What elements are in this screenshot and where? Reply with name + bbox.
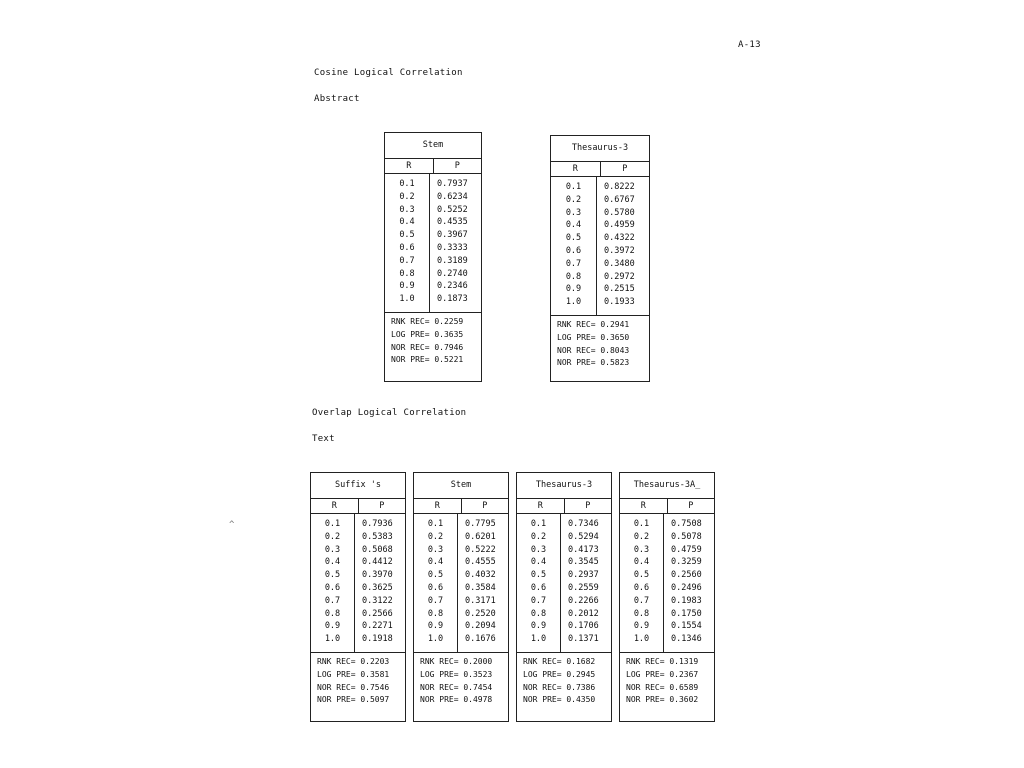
recall-cell: 0.8: [530, 608, 547, 619]
recall-cell: 0.1: [530, 519, 547, 529]
recall-cell: 0.5: [324, 570, 341, 581]
recall-cell: 0.3: [565, 207, 582, 218]
precision-cell: 0.8222: [604, 182, 635, 192]
precision-cell: 0.2740: [437, 268, 468, 279]
precision-cell: 0.3584: [465, 582, 496, 593]
summary-line: NOR PRE= 0.5097: [317, 695, 390, 705]
recall-cell: 1.0: [530, 634, 547, 645]
recall-cell: 0.7: [530, 595, 547, 606]
results-table-overlap-thesaurus-3a: [619, 472, 715, 722]
recall-cell: 0.2: [530, 531, 547, 542]
column-header-p: P: [688, 500, 694, 511]
column-header-p: P: [379, 500, 385, 511]
table-body: [517, 514, 611, 653]
recall-cell: 0.4: [530, 557, 547, 568]
precision-cell: 0.4173: [568, 544, 599, 555]
results-table-cosine-stem: [384, 132, 482, 382]
recall-cell: 0.4: [399, 217, 415, 228]
recall-cell: 0.8: [565, 271, 582, 282]
column-header-p: P: [585, 500, 591, 511]
precision-column: [561, 514, 611, 652]
recall-cell: 0.6: [324, 582, 341, 593]
precision-cell: 0.2559: [568, 582, 599, 593]
summary-line: RNK REC= 0.2000: [420, 656, 493, 666]
summary-line: LOG PRE= 0.3650: [557, 332, 630, 342]
precision-cell: 0.6234: [437, 191, 468, 202]
precision-cell: 0.3970: [362, 570, 393, 581]
column-header-r: R: [311, 499, 359, 513]
precision-cell: 0.4032: [465, 570, 496, 581]
recall-column: [551, 177, 597, 315]
precision-cell: 0.2937: [568, 570, 599, 581]
recall-cell: 0.4: [324, 557, 341, 568]
recall-cell: 0.1: [324, 519, 341, 529]
recall-cell: 0.1: [633, 519, 650, 529]
summary-line: NOR REC= 0.7386: [523, 682, 596, 692]
precision-cell: 0.5383: [362, 531, 393, 542]
precision-cell: 0.1933: [604, 297, 635, 308]
column-header-row: [414, 499, 508, 514]
precision-cell: 0.1371: [568, 634, 599, 645]
recall-cell: 0.7: [565, 258, 582, 269]
precision-cell: 0.7937: [437, 179, 468, 189]
section-title-cosine: Cosine Logical Correlation: [314, 68, 463, 78]
precision-cell: 0.1346: [671, 634, 702, 645]
recall-cell: 0.8: [399, 268, 415, 279]
recall-cell: 0.3: [633, 544, 650, 555]
precision-cell: 0.3967: [437, 230, 468, 241]
recall-cell: 0.9: [399, 281, 415, 292]
precision-cell: 0.2515: [604, 284, 635, 295]
precision-column: [597, 177, 649, 315]
recall-cell: 0.2: [427, 531, 444, 542]
precision-cell: 0.2520: [465, 608, 496, 619]
precision-column: [458, 514, 508, 652]
summary-line: LOG PRE= 0.3523: [420, 669, 493, 679]
precision-cell: 0.2012: [568, 608, 599, 619]
column-header-r: R: [385, 159, 434, 173]
precision-cell: 0.5222: [465, 544, 496, 555]
recall-cell: 0.1: [427, 519, 444, 529]
recall-cell: 1.0: [633, 634, 650, 645]
recall-cell: 0.6: [565, 245, 582, 256]
column-header-row: [311, 499, 405, 514]
column-header-p: P: [622, 163, 628, 174]
recall-cell: 1.0: [399, 294, 415, 305]
precision-cell: 0.2972: [604, 271, 635, 282]
recall-cell: 0.7: [427, 595, 444, 606]
precision-cell: 0.2560: [671, 570, 702, 581]
summary-line: LOG PRE= 0.3581: [317, 669, 390, 679]
precision-cell: 0.2094: [465, 621, 496, 632]
recall-cell: 0.2: [633, 531, 650, 542]
summary-block: [414, 653, 508, 711]
recall-cell: 0.2: [565, 194, 582, 205]
summary-line: NOR REC= 0.7546: [317, 682, 390, 692]
precision-cell: 0.3972: [604, 245, 635, 256]
summary-line: LOG PRE= 0.2945: [523, 669, 596, 679]
recall-cell: 0.4: [565, 220, 582, 231]
precision-cell: 0.5068: [362, 544, 393, 555]
summary-line: NOR PRE= 0.4350: [523, 695, 596, 705]
precision-cell: 0.5780: [604, 207, 635, 218]
section-subtitle-text: Text: [312, 434, 335, 444]
recall-cell: 0.3: [324, 544, 341, 555]
column-header-row: [620, 499, 714, 514]
table-title: Thesaurus-3: [517, 473, 611, 499]
summary-line: NOR PRE= 0.3602: [626, 695, 699, 705]
precision-cell: 0.7346: [568, 519, 599, 529]
summary-block: [551, 316, 649, 374]
precision-cell: 0.1983: [671, 595, 702, 606]
precision-cell: 0.4535: [437, 217, 468, 228]
precision-cell: 0.2346: [437, 281, 468, 292]
summary-block: [620, 653, 714, 711]
recall-cell: 0.9: [427, 621, 444, 632]
recall-cell: 0.3: [530, 544, 547, 555]
precision-cell: 0.4555: [465, 557, 496, 568]
recall-cell: 0.7: [399, 255, 415, 266]
precision-cell: 0.1750: [671, 608, 702, 619]
recall-cell: 0.3: [399, 204, 415, 215]
column-header-p: P: [482, 500, 488, 511]
precision-cell: 0.2266: [568, 595, 599, 606]
section-subtitle-abstract: Abstract: [314, 94, 360, 104]
recall-cell: 0.1: [565, 182, 582, 192]
precision-cell: 0.3480: [604, 258, 635, 269]
recall-cell: 0.9: [565, 284, 582, 295]
summary-line: NOR PRE= 0.4978: [420, 695, 493, 705]
column-header-r: R: [551, 162, 601, 176]
table-title: Stem: [414, 473, 508, 499]
section-title-overlap: Overlap Logical Correlation: [312, 408, 467, 418]
recall-cell: 1.0: [324, 634, 341, 645]
table-body: [311, 514, 405, 653]
precision-cell: 0.1554: [671, 621, 702, 632]
results-table-overlap-suffix: [310, 472, 406, 722]
precision-cell: 0.2496: [671, 582, 702, 593]
recall-cell: 0.9: [530, 621, 547, 632]
table-body: [620, 514, 714, 653]
recall-cell: 0.7: [324, 595, 341, 606]
column-header-r: R: [517, 499, 565, 513]
precision-cell: 0.1706: [568, 621, 599, 632]
recall-cell: 0.1: [399, 179, 415, 189]
summary-block: [385, 313, 481, 371]
precision-cell: 0.7795: [465, 519, 496, 529]
recall-cell: 0.7: [633, 595, 650, 606]
recall-cell: 0.6: [633, 582, 650, 593]
results-table-cosine-thesaurus: [550, 135, 650, 382]
summary-block: [517, 653, 611, 711]
recall-cell: 0.9: [633, 621, 650, 632]
recall-cell: 0.5: [399, 230, 415, 241]
column-header-r: R: [414, 499, 462, 513]
table-body: [385, 174, 481, 313]
recall-cell: 0.8: [633, 608, 650, 619]
table-title: Thesaurus-3: [551, 136, 649, 162]
summary-line: RNK REC= 0.2259: [391, 316, 464, 326]
summary-line: NOR REC= 0.7946: [391, 342, 464, 352]
precision-cell: 0.3171: [465, 595, 496, 606]
recall-cell: 0.6: [399, 242, 415, 253]
summary-line: RNK REC= 0.1319: [626, 656, 699, 666]
precision-cell: 0.4322: [604, 233, 635, 244]
precision-cell: 0.3259: [671, 557, 702, 568]
precision-cell: 0.1873: [437, 294, 468, 305]
table-body: [414, 514, 508, 653]
precision-cell: 0.2566: [362, 608, 393, 619]
precision-cell: 0.1676: [465, 634, 496, 645]
summary-line: LOG PRE= 0.2367: [626, 669, 699, 679]
recall-cell: 0.6: [427, 582, 444, 593]
precision-column: [430, 174, 481, 312]
results-table-overlap-thesaurus: [516, 472, 612, 722]
recall-cell: 0.9: [324, 621, 341, 632]
recall-cell: 0.5: [633, 570, 650, 581]
precision-cell: 0.3545: [568, 557, 599, 568]
results-table-overlap-stem: [413, 472, 509, 722]
precision-cell: 0.3625: [362, 582, 393, 593]
precision-cell: 0.5078: [671, 531, 702, 542]
recall-cell: 0.4: [633, 557, 650, 568]
recall-cell: 0.4: [427, 557, 444, 568]
page-number: A-13: [738, 40, 761, 50]
column-header-row: [517, 499, 611, 514]
precision-column: [664, 514, 714, 652]
precision-cell: 0.1918: [362, 634, 393, 645]
precision-cell: 0.4412: [362, 557, 393, 568]
summary-line: NOR PRE= 0.5221: [391, 355, 464, 365]
table-title: Stem: [385, 133, 481, 159]
recall-cell: 0.5: [427, 570, 444, 581]
recall-column: [414, 514, 458, 652]
recall-cell: 0.8: [427, 608, 444, 619]
column-header-p: P: [454, 160, 460, 171]
recall-cell: 1.0: [427, 634, 444, 645]
summary-line: LOG PRE= 0.3635: [391, 329, 464, 339]
recall-column: [385, 174, 430, 312]
precision-cell: 0.3189: [437, 255, 468, 266]
summary-line: NOR REC= 0.7454: [420, 682, 493, 692]
recall-cell: 0.3: [427, 544, 444, 555]
precision-column: [355, 514, 405, 652]
column-header-row: [551, 162, 649, 177]
precision-cell: 0.5294: [568, 531, 599, 542]
stray-mark: ^: [229, 520, 235, 530]
table-title: Suffix 's: [311, 473, 405, 499]
column-header-r: R: [620, 499, 668, 513]
table-body: [551, 177, 649, 316]
summary-block: [311, 653, 405, 711]
recall-cell: 0.5: [565, 233, 582, 244]
recall-cell: 1.0: [565, 297, 582, 308]
summary-line: RNK REC= 0.2203: [317, 656, 390, 666]
recall-cell: 0.2: [399, 191, 415, 202]
table-title: Thesaurus-3A_: [620, 473, 714, 499]
precision-cell: 0.7936: [362, 519, 393, 529]
summary-line: NOR REC= 0.6589: [626, 682, 699, 692]
recall-cell: 0.6: [530, 582, 547, 593]
summary-line: RNK REC= 0.2941: [557, 319, 630, 329]
summary-line: NOR PRE= 0.5823: [557, 358, 630, 368]
recall-column: [311, 514, 355, 652]
summary-line: NOR REC= 0.8043: [557, 345, 630, 355]
column-header-row: [385, 159, 481, 174]
precision-cell: 0.2271: [362, 621, 393, 632]
precision-cell: 0.6767: [604, 194, 635, 205]
recall-cell: 0.8: [324, 608, 341, 619]
summary-line: RNK REC= 0.1682: [523, 656, 596, 666]
precision-cell: 0.7508: [671, 519, 702, 529]
precision-cell: 0.3122: [362, 595, 393, 606]
precision-cell: 0.3333: [437, 242, 468, 253]
recall-column: [620, 514, 664, 652]
recall-cell: 0.2: [324, 531, 341, 542]
recall-cell: 0.5: [530, 570, 547, 581]
precision-cell: 0.4759: [671, 544, 702, 555]
precision-cell: 0.5252: [437, 204, 468, 215]
precision-cell: 0.4959: [604, 220, 635, 231]
recall-column: [517, 514, 561, 652]
precision-cell: 0.6201: [465, 531, 496, 542]
